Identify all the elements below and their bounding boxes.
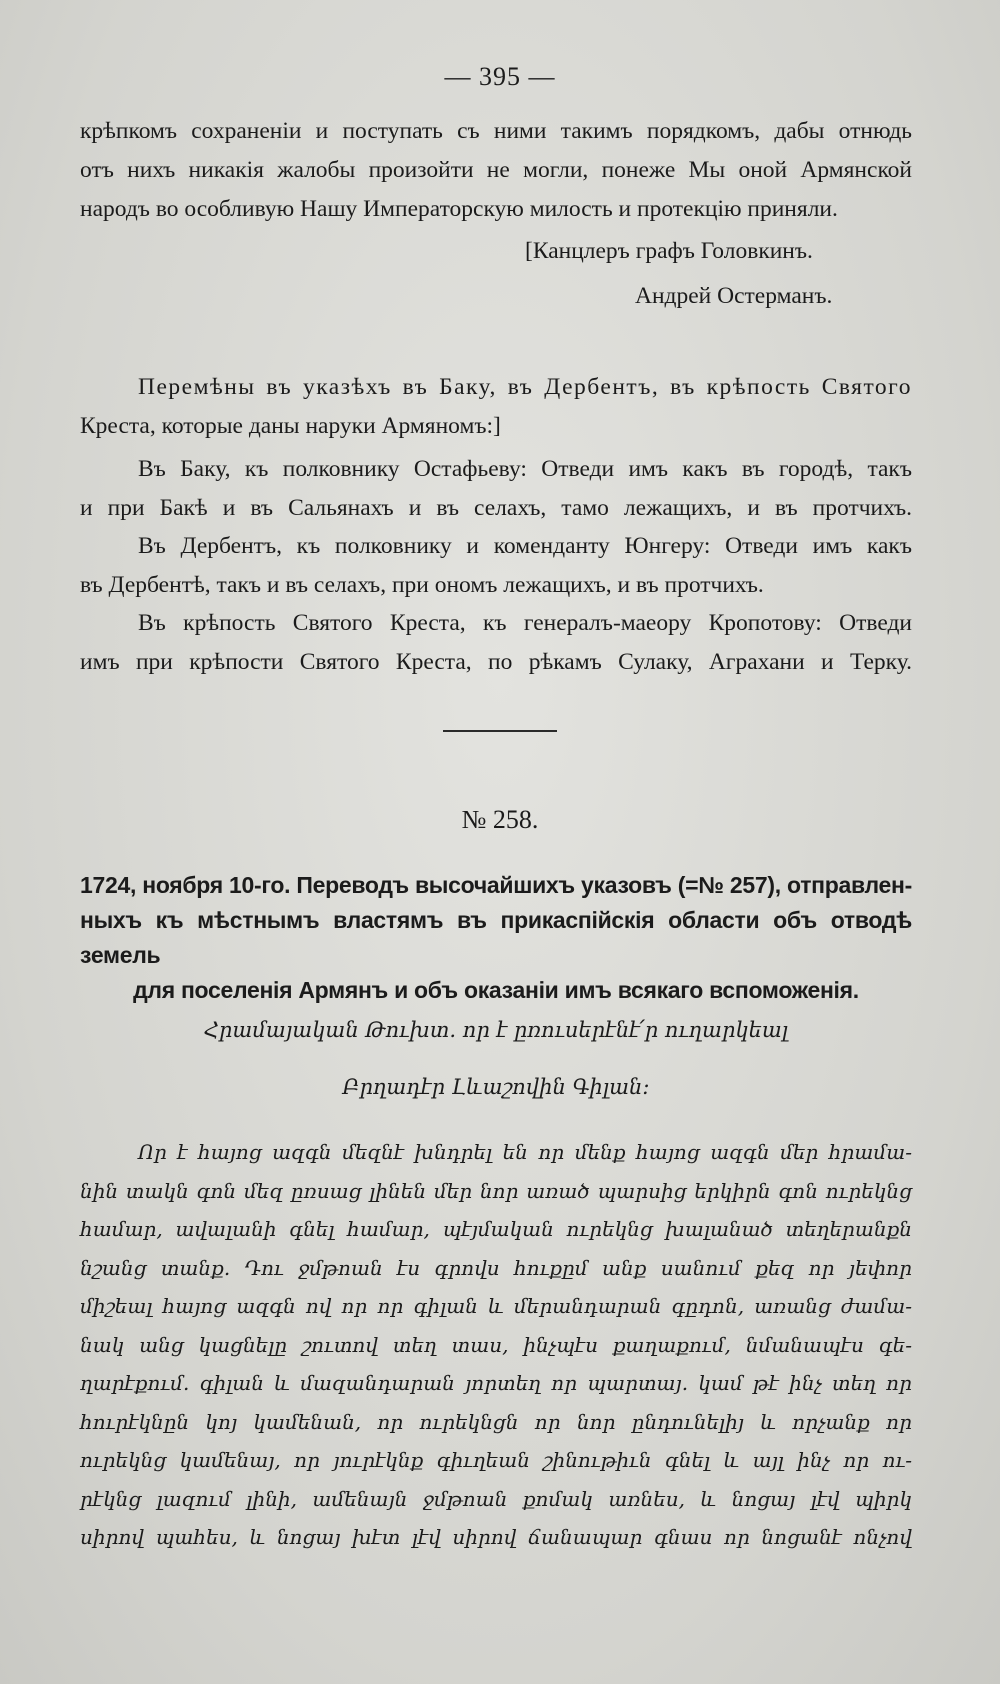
heading-line: ныхъ къ мѣстнымъ властямъ въ прикаспійскія области объ отводѣ земель [80, 907, 912, 968]
paragraph-continuation [80, 112, 912, 229]
text-line: въ Дербентѣ, такъ и въ селахъ, при ономъ лежащихъ, и въ протчихъ. [80, 572, 764, 598]
text-line: и при Бакѣ и въ Сальянахъ и въ селахъ, тамо лежащихъ, и въ протчихъ. [80, 495, 912, 521]
signature-line: Андрей Остерманъ. [635, 283, 833, 309]
armenian-line: Որ է հայոց ազգն մեզնէ խնդրել են որ մենք հայոց ազգն մեր հրամա- [138, 1140, 912, 1164]
document-number: № 258. [461, 805, 539, 834]
armenian-line: ուրեկնց կամենայ, որ յուրէկնք գիւղեան շինութիւն գնել և այլ ինչ որ ու- [80, 1448, 912, 1472]
text-line: народъ во особливую Нашу Императорскую милость и протекцію приняли. [80, 196, 838, 222]
subtitle-line: Հրամայական Թուխտ. որ է ըռուսերէնէ՛ր ուղարկեալ [203, 1018, 789, 1042]
signature-block [80, 232, 912, 316]
text-line: Креста, которые даны наруки Армяномъ:] [80, 413, 501, 439]
document-heading [80, 868, 912, 1008]
armenian-line: րէկնց լազում լինի, ամենայն ջմթոան քոմակ առնես, և նոցայ լէվ պիրկ [80, 1486, 912, 1511]
armenian-line: միշեալ հայոց ազգն ով որ որ գիլան և մերանդարան գըդոն, առանց ժամա- [80, 1294, 912, 1318]
text-line: имъ при крѣпости Святого Креста, по рѣкамъ Сулаку, Аграхани и Терку. [80, 649, 912, 675]
paragraph-derbent [80, 527, 912, 605]
armenian-line: հուրէկնըն կոյ կամենան, որ ուրեկնցն որ նոր ընդունելիյ և որչանք որ [80, 1409, 912, 1434]
text-line: Въ Баку, къ полковнику Остафьеву: Отведи имъ какъ въ городѣ, такъ [138, 456, 912, 482]
armenian-subtitle [80, 1012, 912, 1049]
text-line: Перемѣны въ указѣхъ въ Баку, въ Дербентъ, въ крѣпость Святого [138, 374, 912, 400]
text-line: крѣпкомъ сохраненіи и поступать съ ними такимъ порядкомъ, дабы отнюдь [80, 118, 912, 144]
armenian-line: նշանց տանք. Դու ջմթոան էս գրովս հուքըմ անք սանում քեզ որ յեփոր [80, 1255, 912, 1280]
armenian-body [80, 1133, 912, 1557]
armenian-line: նակ անց կացնելը շուտով տեղ տաս, ինչպէս քաղաքում, նմանապէս գե- [80, 1332, 912, 1357]
paragraph-baku [80, 450, 912, 528]
armenian-addressee [80, 1069, 912, 1106]
armenian-line: նին տակն գոն մեզ ըռսաց լինեն մեր նոր առած պարսից երկիրն գոն ուրեկնց [80, 1178, 912, 1203]
text-line: отъ нихъ никакія жалобы произойти не могли, понеже Мы оной Армянской [80, 157, 912, 183]
heading-line: 1724, ноября 10-го. Переводъ высочайшихъ указовъ (=№ 257), отправлен- [80, 872, 912, 898]
armenian-line: սիրով պահես, և նոցայ խէտ լէվ սիրով ճանապար գնաս որ նոցանէ ոնչով [80, 1525, 912, 1549]
separator-rule [443, 730, 557, 732]
text-line: Въ крѣпость Святого Креста, къ генералъ-маеору Кропотову: Отведи [138, 610, 912, 636]
armenian-line: ղարէքում. գիլան և մազանդարան յորտեղ որ պարտայ. կամ թէ ինչ տեղ որ [80, 1371, 912, 1395]
addressee-line: Բրղադէր Լևաշովին Գիլան։ [342, 1075, 650, 1099]
armenian-line: համար, ավալանի գնել համար, պէյմական ուրեկնց խալանած տեղերանքն [80, 1217, 912, 1241]
text-line: Въ Дербентъ, къ полковнику и коменданту Юнгеру: Отведи имъ какъ [138, 533, 912, 559]
signature-line: [Канцлеръ графъ Головкинъ. [525, 238, 813, 264]
heading-line: для поселенія Армянъ и объ оказаніи имъ всякаго вспоможенія. [133, 977, 859, 1003]
paragraph-krest [80, 604, 912, 682]
page-number: — 395 — [444, 62, 556, 91]
section-title [80, 368, 912, 446]
